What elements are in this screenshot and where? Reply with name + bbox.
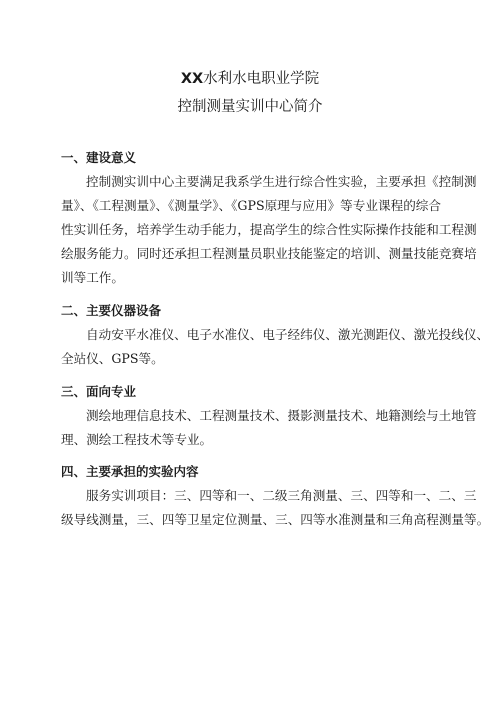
section-body-majors — [61, 404, 477, 452]
paragraph-line: 全站仪、GPS等。 — [61, 351, 164, 366]
section-heading-experiments: 四、主要承担的实验内容 — [61, 464, 199, 479]
paragraph-line: 量》、《工程测量》、《测量学》、《GPS原理与应用》等专业课程的综合 — [61, 198, 441, 213]
title-main: 水利水电职业学院 — [203, 71, 320, 87]
section-body-experiments — [61, 484, 490, 532]
paragraph-line: 绘服务能力。同时还承担工程测量员职业技能鉴定的培训、测量技能竞赛培 — [61, 246, 477, 261]
section-heading-majors: 三、面向专业 — [61, 384, 137, 399]
title-prefix: XX — [180, 71, 204, 87]
section-body-equipment — [61, 323, 489, 371]
paragraph-line: 理、测绘工程技术等专业。 — [61, 432, 213, 447]
paragraph-line: 性实训任务，培养学生动手能力，提高学生的综合性实际操作技能和工程测 — [61, 222, 477, 237]
section-heading-significance: 一、建设意义 — [61, 150, 137, 165]
paragraph-line: 自动安平水准仪、电子水准仪、电子经纬仪、激光测距仪、激光投线仪、 — [86, 327, 489, 342]
section-heading-equipment: 二、主要仪器设备 — [61, 303, 162, 318]
paragraph-line: 服务实训项目：三、四等和一、二级三角测量、三、四等和一、二、三 — [86, 488, 477, 503]
document-subtitle: 控制测量实训中心简介 — [177, 99, 323, 115]
paragraph-line: 测绘地理信息技术、工程测量技术、摄影测量技术、地籍测绘与土地管 — [86, 408, 477, 423]
document-title — [0, 70, 500, 88]
paragraph-line: 训等工作。 — [61, 270, 124, 285]
section-body-significance — [61, 170, 477, 290]
paragraph-line: 控制测实训中心主要满足我系学生进行综合性实验，主要承担《控制测 — [86, 174, 477, 189]
paragraph-line: 级导线测量，三、四等卫星定位测量、三、四等水准测量和三角高程测量等。 — [61, 512, 490, 527]
